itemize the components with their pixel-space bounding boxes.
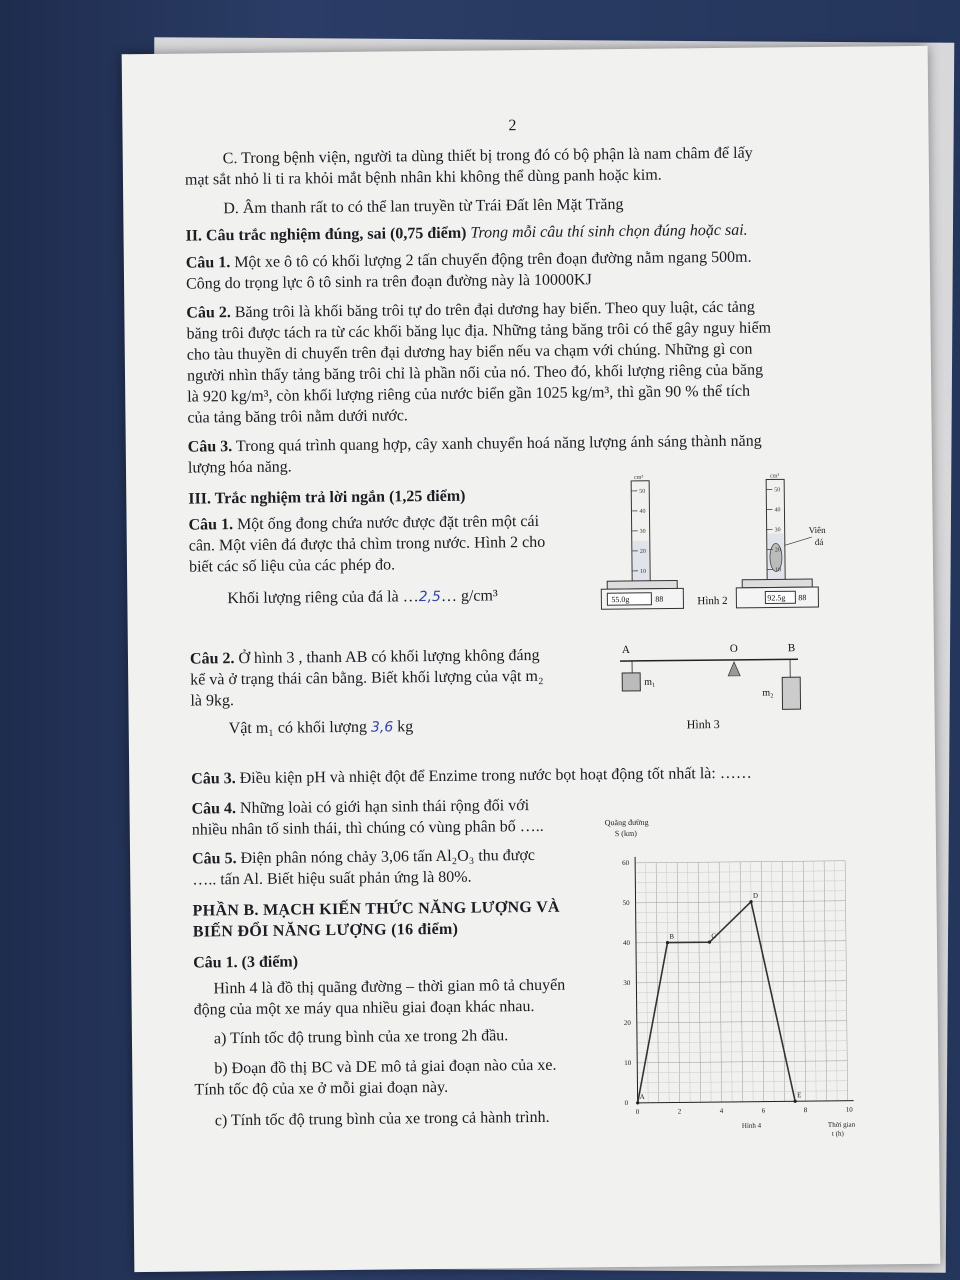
fig2-tick-label: 40 <box>639 508 646 515</box>
scale1-reading: 55.0g <box>611 594 630 605</box>
s3-q4-text1: Những loài có giới hạn sinh thái rộng đối với <box>239 797 530 818</box>
part-b-a: a) Tính tốc độ trung bình của xe trong 2h đầu. <box>213 1027 509 1048</box>
s3-q1-answer-prefix: Khối lượng riêng của đá là … <box>227 588 419 608</box>
s3-q1-text1: Một ống đong chứa nước được đặt trên một cái <box>236 512 540 534</box>
s2-q2-line4: người nhìn thấy tảng băng trôi chỉ là phần nổi của nó. Theo đó, khối lượng riêng của băng <box>186 361 764 385</box>
option-c-line1: C. Trong bệnh viện, người ta dùng thiết bị trong đó có bộ phận là nam châm để lấy <box>222 144 753 168</box>
section2-heading: II. Câu trắc nghiệm đúng, sai (0,75 điểm) <box>185 224 467 245</box>
s3-q2-label: Câu 2. <box>189 650 235 668</box>
s3-q2-answer-prefix: Vật m₁ có khối lượng <box>228 718 368 738</box>
figure3-caption: Hình 3 <box>686 717 720 732</box>
s3-q2-line1 <box>190 646 540 670</box>
label-b: B <box>787 642 796 655</box>
point-label: D <box>752 891 759 900</box>
s3-q2-line2: kể và ở trạng thái cân bằng. Biết khối lượng của vật m₂ <box>190 667 544 689</box>
s3-q5-text1: Điện phân nóng chảy 3,06 tấn Al₂O₃ thu được <box>240 846 536 868</box>
scale2-reading: 92.5g <box>767 593 786 603</box>
s2-q3-line1 <box>188 432 762 458</box>
point-label: C <box>711 932 717 941</box>
part-b-heading-line2: BIẾN ĐỔI NĂNG LƯỢNG (16 điểm) <box>192 920 459 941</box>
s2-q2-text1: Băng trôi là khối băng trôi tự do trên đại dương hay biển. Theo quy luật, các tảng <box>234 298 755 322</box>
x-axis-label-line1: Thời gian <box>827 1120 856 1129</box>
option-c-line2: mạt sắt nhỏ li ti ra khỏi mắt bệnh nhân khi không thể dùng panh hoặc kim. <box>184 166 662 189</box>
s2-q2-line6: của tảng băng trôi nằm dưới nước. <box>187 407 408 427</box>
fig2-tick-label: 50 <box>639 488 646 495</box>
s3-q2-answer <box>229 717 414 739</box>
s2-q2-line5: là 920 kg/m³, còn khối lượng riêng của nước biển gần 1025 kg/m³, thì gần 90 % thể tích <box>187 382 751 406</box>
part-b-intro2: động của một xe máy qua nhiều giai đoạn khác nhau. <box>193 997 535 1019</box>
stone-label-line2: đá <box>814 536 824 548</box>
s3-q1-label: Câu 1. <box>188 516 234 534</box>
s2-q3-text1: Trong quá trình quang hợp, cây xanh chuyển hoá năng lượng ánh sáng thành năng <box>235 432 762 456</box>
x-axis-label-line2: t (h) <box>831 1129 844 1138</box>
y-tick-label: 30 <box>623 978 631 988</box>
part-b-c: c) Tính tốc độ trung bình của xe trong cả hành trình. <box>214 1108 550 1130</box>
mass1-label: m₁ <box>644 676 656 688</box>
s2-q2-line3: cho tàu thuyền di chuyển trên đại dương hay biển nếu va chạm với chúng. Những gì con <box>186 340 753 364</box>
point-label: B <box>669 932 675 941</box>
part-b-heading-line1: PHẦN B. MẠCH KIẾN THỨC NĂNG LƯỢNG VÀ <box>192 898 560 920</box>
s2-q3-label: Câu 3. <box>187 438 233 456</box>
data-point <box>794 1100 797 1103</box>
s3-q1-answer <box>227 586 498 609</box>
s2-q1-line1 <box>186 248 752 274</box>
y-axis-label-line1: Quãng đường <box>604 817 649 828</box>
s3-q2-handwritten: 3,6 <box>370 719 394 736</box>
page-number: 2 <box>508 117 517 135</box>
mass2-label: m₂ <box>762 687 774 699</box>
y-tick-label: 20 <box>623 1018 631 1028</box>
part-b-b1: b) Đoạn đồ thị BC và DE mô tả giai đoạn nào của xe. <box>214 1056 557 1078</box>
figure4-caption: Hình 4 <box>741 1121 762 1130</box>
section2-instruction: Trong mỗi câu thí sinh chọn đúng hoặc sai. <box>470 221 748 242</box>
s2-q3-line2: lượng hóa năng. <box>187 458 292 477</box>
s3-q3-label: Câu 3. <box>191 770 236 788</box>
s3-q5-line1 <box>192 846 535 870</box>
fig2-tick-label: 20 <box>639 548 646 555</box>
fig2-tick-label: 10 <box>775 567 782 574</box>
x-tick-label: 2 <box>677 1107 682 1116</box>
point-label: E <box>797 1091 802 1100</box>
label-a: A <box>621 643 630 657</box>
svg-text:88: 88 <box>798 593 807 603</box>
s3-q2-line3: là 9kg. <box>190 692 235 710</box>
y-tick-label: 50 <box>622 898 630 908</box>
section3-heading: III. Trắc nghiệm trả lời ngắn (1,25 điểm) <box>188 487 466 508</box>
s3-q2-text1: Ở hình 3 , thanh AB có khối lượng không đáng <box>238 646 540 668</box>
x-tick-label: 0 <box>635 1107 640 1116</box>
y-tick-label: 40 <box>622 938 631 948</box>
s3-q1-line3: biết các số liệu của các phép đo. <box>188 556 396 576</box>
fig2-tick-label: 50 <box>774 487 781 494</box>
x-tick-label: 6 <box>761 1106 766 1115</box>
s2-q1-label: Câu 1. <box>185 254 231 272</box>
figure-2 <box>596 467 828 619</box>
x-tick-label: 4 <box>719 1107 724 1116</box>
exam-paper <box>122 46 941 1272</box>
part-b-intro1: Hình 4 là đồ thị quãng đường – thời gian mô tả chuyển <box>213 976 566 998</box>
y-tick-label: 0 <box>624 1099 629 1108</box>
s3-q1-answer-suffix: … g/cm³ <box>440 587 498 605</box>
s3-q4-line2: nhiều nhân tố sinh thái, thì chúng có vùng phân bố ….. <box>191 817 544 839</box>
s3-q5-line2: ….. tấn Al. Biết hiệu suất phản ứng là 80%. <box>192 868 472 889</box>
s3-q1-handwritten: 2,5 <box>418 588 442 606</box>
s3-q5-label: Câu 5. <box>191 850 237 868</box>
figure-3 <box>616 639 817 737</box>
fig2-tick-label: 30 <box>774 527 781 534</box>
part-b-q1-heading: Câu 1. (3 điểm) <box>193 953 299 972</box>
s2-q2-label: Câu 2. <box>186 304 231 322</box>
s3-q4-line1 <box>191 796 529 820</box>
s3-q3 <box>191 764 752 790</box>
s3-q3-text: Điều kiện pH và nhiệt đột để Enzime trong nước bọt hoạt động tốt nhất là: …… <box>239 764 752 788</box>
x-tick-label: 8 <box>803 1106 808 1115</box>
y-tick-label: 10 <box>624 1058 632 1068</box>
fig2-tick-label: 10 <box>640 568 647 575</box>
s3-q1-line1 <box>188 512 539 536</box>
s3-q1-line2: cân. Một viên đá được thả chìm trong nước. Hình 2 cho <box>188 533 546 555</box>
y-tick-label: 60 <box>622 858 630 868</box>
data-point <box>636 1101 639 1104</box>
s3-q4-label: Câu 4. <box>191 800 237 818</box>
fig2-unit-left: cm³ <box>634 474 644 481</box>
s2-q2-line2: băng trôi được tách ra từ các khối băng lục địa. Những tảng băng trôi có thể gây nguy hiểm <box>186 319 772 343</box>
fig2-unit-right: cm³ <box>770 473 780 480</box>
fig2-tick-label: 40 <box>774 507 781 514</box>
x-tick-label: 10 <box>845 1105 853 1114</box>
fig2-tick-label: 30 <box>639 528 646 535</box>
y-axis-label-line2: S (km) <box>614 828 637 839</box>
svg-text:88: 88 <box>655 594 664 604</box>
figure-4-chart <box>605 808 879 1151</box>
data-point <box>666 941 669 944</box>
section2-heading-row <box>185 221 747 247</box>
stone-label-line1: Viên <box>808 524 826 536</box>
point-label: A <box>639 1092 645 1101</box>
s3-q2-answer-suffix: kg <box>397 718 414 736</box>
figure2-caption: Hình 2 <box>697 594 728 608</box>
fig2-tick-label: 20 <box>774 547 781 554</box>
option-d: D. Âm thanh rất to có thể lan truyền từ Trái Đất lên Mặt Trăng <box>223 196 624 218</box>
s2-q1-text1: Một xe ô tô có khối lượng 2 tấn chuyển động trên đoạn đường nằm ngang 500m. <box>234 248 752 272</box>
part-b-b2: Tính tốc độ của xe ở mỗi giai đoạn này. <box>194 1078 449 1099</box>
label-o: O <box>729 642 738 655</box>
s2-q1-line2: Công do trọng lực ô tô sinh ra trên đoạn đường này là 10000KJ <box>185 271 592 293</box>
